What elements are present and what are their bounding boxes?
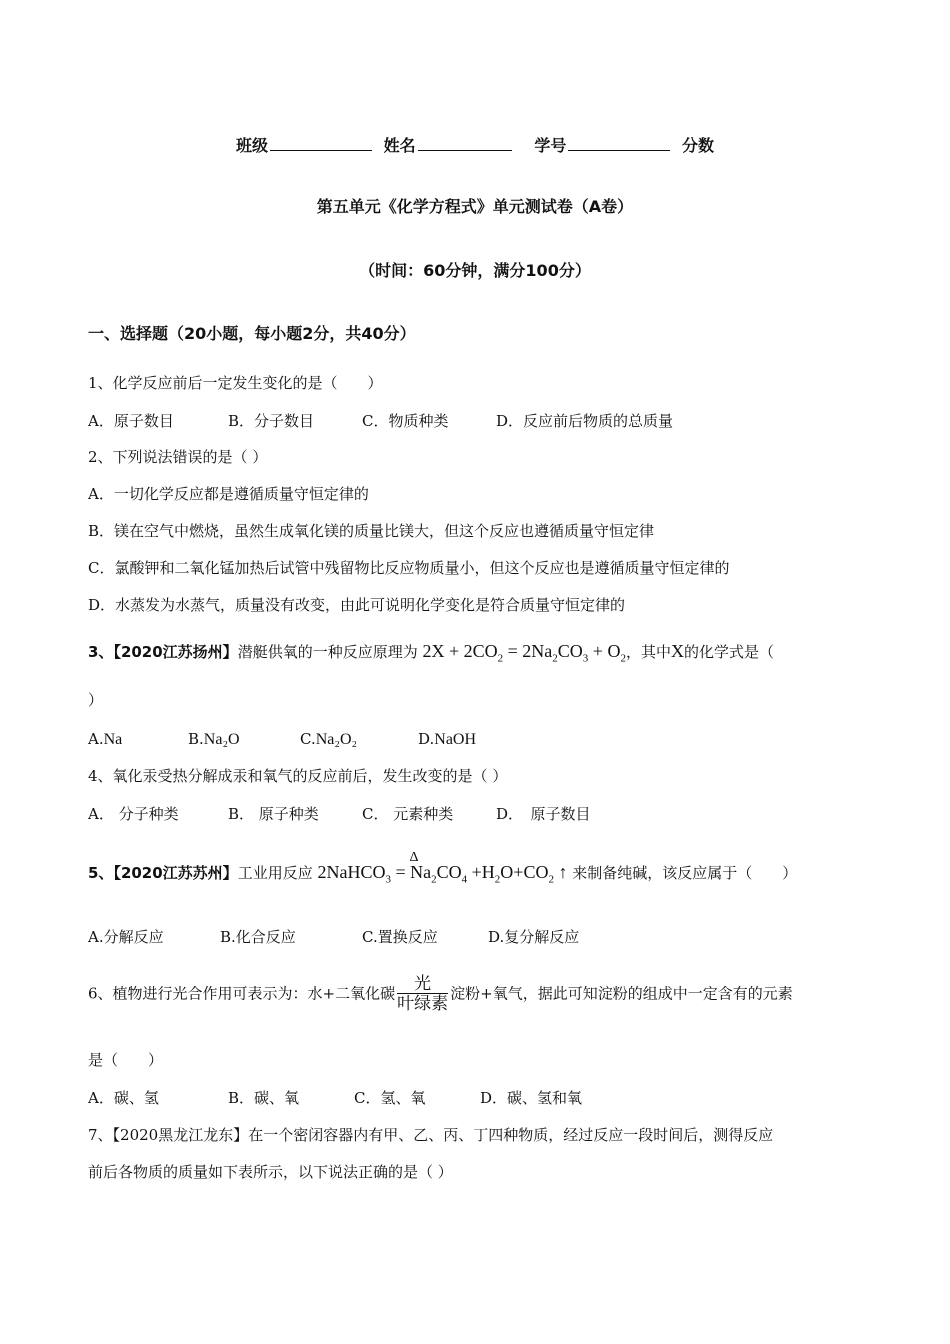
option-c[interactable]: C．氢、氧 bbox=[354, 1089, 426, 1107]
question-1-options bbox=[88, 411, 673, 431]
stem-text: 6、植物进行光合作用可表示为：水+二氧化碳 bbox=[88, 984, 396, 1003]
option-b[interactable] bbox=[188, 729, 300, 750]
section-heading: 一、选择题（20小题，每小题2分，共40分） bbox=[88, 324, 416, 343]
page-subtitle: （时间：60分钟，满分100分） bbox=[359, 261, 591, 280]
question-2-option-b[interactable]: B．镁在空气中燃烧，虽然生成氧化镁的质量比镁大，但这个反应也遵循质量守恒定律 bbox=[88, 522, 655, 540]
option-a[interactable]: A.分解反应 bbox=[88, 928, 164, 946]
question-3-stem bbox=[88, 641, 774, 669]
option-c[interactable]: C．物质种类 bbox=[362, 412, 449, 430]
question-source: 【2020江苏扬州】 bbox=[113, 643, 238, 661]
option-a[interactable] bbox=[88, 729, 188, 750]
student-info-line bbox=[0, 134, 950, 156]
question-number: 3、 bbox=[88, 643, 114, 661]
option-b[interactable]: B.化合反应 bbox=[220, 928, 296, 946]
name-blank[interactable] bbox=[418, 134, 512, 151]
question-2-option-d[interactable]: D．水蒸发为水蒸气，质量没有改变，由此可说明化学变化是符合质量守恒定律的 bbox=[88, 596, 626, 614]
page-title: 第五单元《化学方程式》单元测试卷（A卷） bbox=[316, 197, 634, 216]
question-4-stem: 4、氧化汞受热分解成汞和氧气的反应前后，发生改变的是（ ） bbox=[88, 767, 508, 785]
question-source: 【2020黑龙江龙东】 bbox=[112, 1126, 249, 1144]
question-7-stem bbox=[88, 1125, 773, 1145]
stem-text: 淀粉+氧气，据此可知淀粉的组成中一定含有的元素 bbox=[450, 984, 793, 1003]
question-6-stem-cont: 是（ ） bbox=[88, 1051, 164, 1069]
reaction-condition bbox=[397, 975, 448, 1014]
class-blank[interactable] bbox=[270, 134, 372, 151]
option-a[interactable]: A．碳、氢 bbox=[88, 1089, 159, 1107]
option-a[interactable]: A． 分子种类 bbox=[88, 805, 179, 823]
question-1-stem: 1、化学反应前后一定发生变化的是（ ） bbox=[88, 374, 383, 392]
question-3-options bbox=[88, 729, 476, 750]
option-letter: B. bbox=[188, 730, 204, 748]
reaction-equation: Δ 2NaHCO$_3$ = $Na_2CO_4 +H_2O+CO_2$ ↑ bbox=[317, 850, 568, 886]
option-d[interactable]: D． 原子数目 bbox=[496, 805, 591, 823]
question-5-stem bbox=[88, 850, 798, 890]
condition-chlorophyll: 叶绿素 bbox=[397, 994, 449, 1014]
question-2-option-a[interactable]: A．一切化学反应都是遵循质量守恒定律的 bbox=[88, 485, 369, 503]
option-d[interactable]: D．反应前后物质的总质量 bbox=[496, 412, 674, 430]
id-blank[interactable] bbox=[568, 134, 670, 151]
stem-text: 的化学式是（ bbox=[683, 643, 774, 661]
option-a[interactable]: A．原子数目 bbox=[88, 412, 174, 430]
class-label: 班级 bbox=[236, 136, 269, 155]
question-2-option-c[interactable]: C．氯酸钾和二氧化锰加热后试管中残留物比反应物质量小，但这个反应也是遵循质量守恒定律的 bbox=[88, 559, 730, 577]
name-label: 姓名 bbox=[383, 136, 416, 155]
option-b[interactable]: B．碳、氧 bbox=[228, 1089, 300, 1107]
option-d[interactable]: D．碳、氢和氧 bbox=[480, 1089, 583, 1107]
heat-symbol: Δ bbox=[409, 850, 419, 865]
variable-x: X bbox=[670, 641, 684, 661]
question-5-options bbox=[88, 927, 579, 947]
option-b[interactable]: B．分子数目 bbox=[228, 412, 315, 430]
reaction-equation: $2X + 2CO_2 = 2Na_2CO_3 + O_2$ bbox=[422, 641, 626, 665]
stem-text: 在一个密闭容器内有甲、乙、丙、丁四种物质，经过反应一段时间后，测得反应 bbox=[248, 1126, 774, 1144]
score-label: 分数 bbox=[681, 136, 714, 155]
option-d[interactable] bbox=[418, 729, 476, 750]
question-4-options bbox=[88, 804, 591, 824]
stem-text: ，其中 bbox=[625, 643, 671, 661]
stem-text: 来制备纯碱，该反应属于（ ） bbox=[572, 864, 798, 882]
option-letter: A. bbox=[88, 730, 104, 748]
option-letter: C. bbox=[300, 730, 316, 748]
question-3-close: ） bbox=[88, 691, 104, 709]
option-c[interactable] bbox=[300, 729, 418, 750]
question-6-stem bbox=[88, 975, 793, 1014]
option-c[interactable]: C.置换反应 bbox=[362, 928, 438, 946]
gas-arrow-icon: ↑ bbox=[558, 862, 568, 882]
question-source: 【2020江苏苏州】 bbox=[113, 864, 238, 882]
question-number: 5、 bbox=[88, 864, 114, 882]
option-formula: Na₂O₂ bbox=[315, 731, 358, 748]
option-formula: Na bbox=[103, 731, 123, 748]
stem-text: 工业用反应 bbox=[237, 864, 313, 882]
option-b[interactable]: B． 原子种类 bbox=[228, 805, 319, 823]
stem-text: 潜艇供氧的一种反应原理为 bbox=[237, 643, 418, 661]
question-2-stem: 2、下列说法错误的是（ ） bbox=[88, 448, 268, 466]
question-number: 7、 bbox=[88, 1126, 113, 1144]
id-label: 学号 bbox=[534, 136, 567, 155]
option-letter: D. bbox=[418, 730, 435, 748]
condition-light: 光 bbox=[397, 975, 448, 994]
option-d[interactable]: D.复分解反应 bbox=[488, 928, 580, 946]
option-formula: Na₂O bbox=[203, 731, 240, 748]
option-c[interactable]: C． 元素种类 bbox=[362, 805, 454, 823]
question-6-options bbox=[88, 1088, 582, 1108]
option-formula: NaOH bbox=[434, 731, 477, 748]
question-7-stem-cont: 前后各物质的质量如下表所示，以下说法正确的是（ ） bbox=[88, 1163, 453, 1181]
